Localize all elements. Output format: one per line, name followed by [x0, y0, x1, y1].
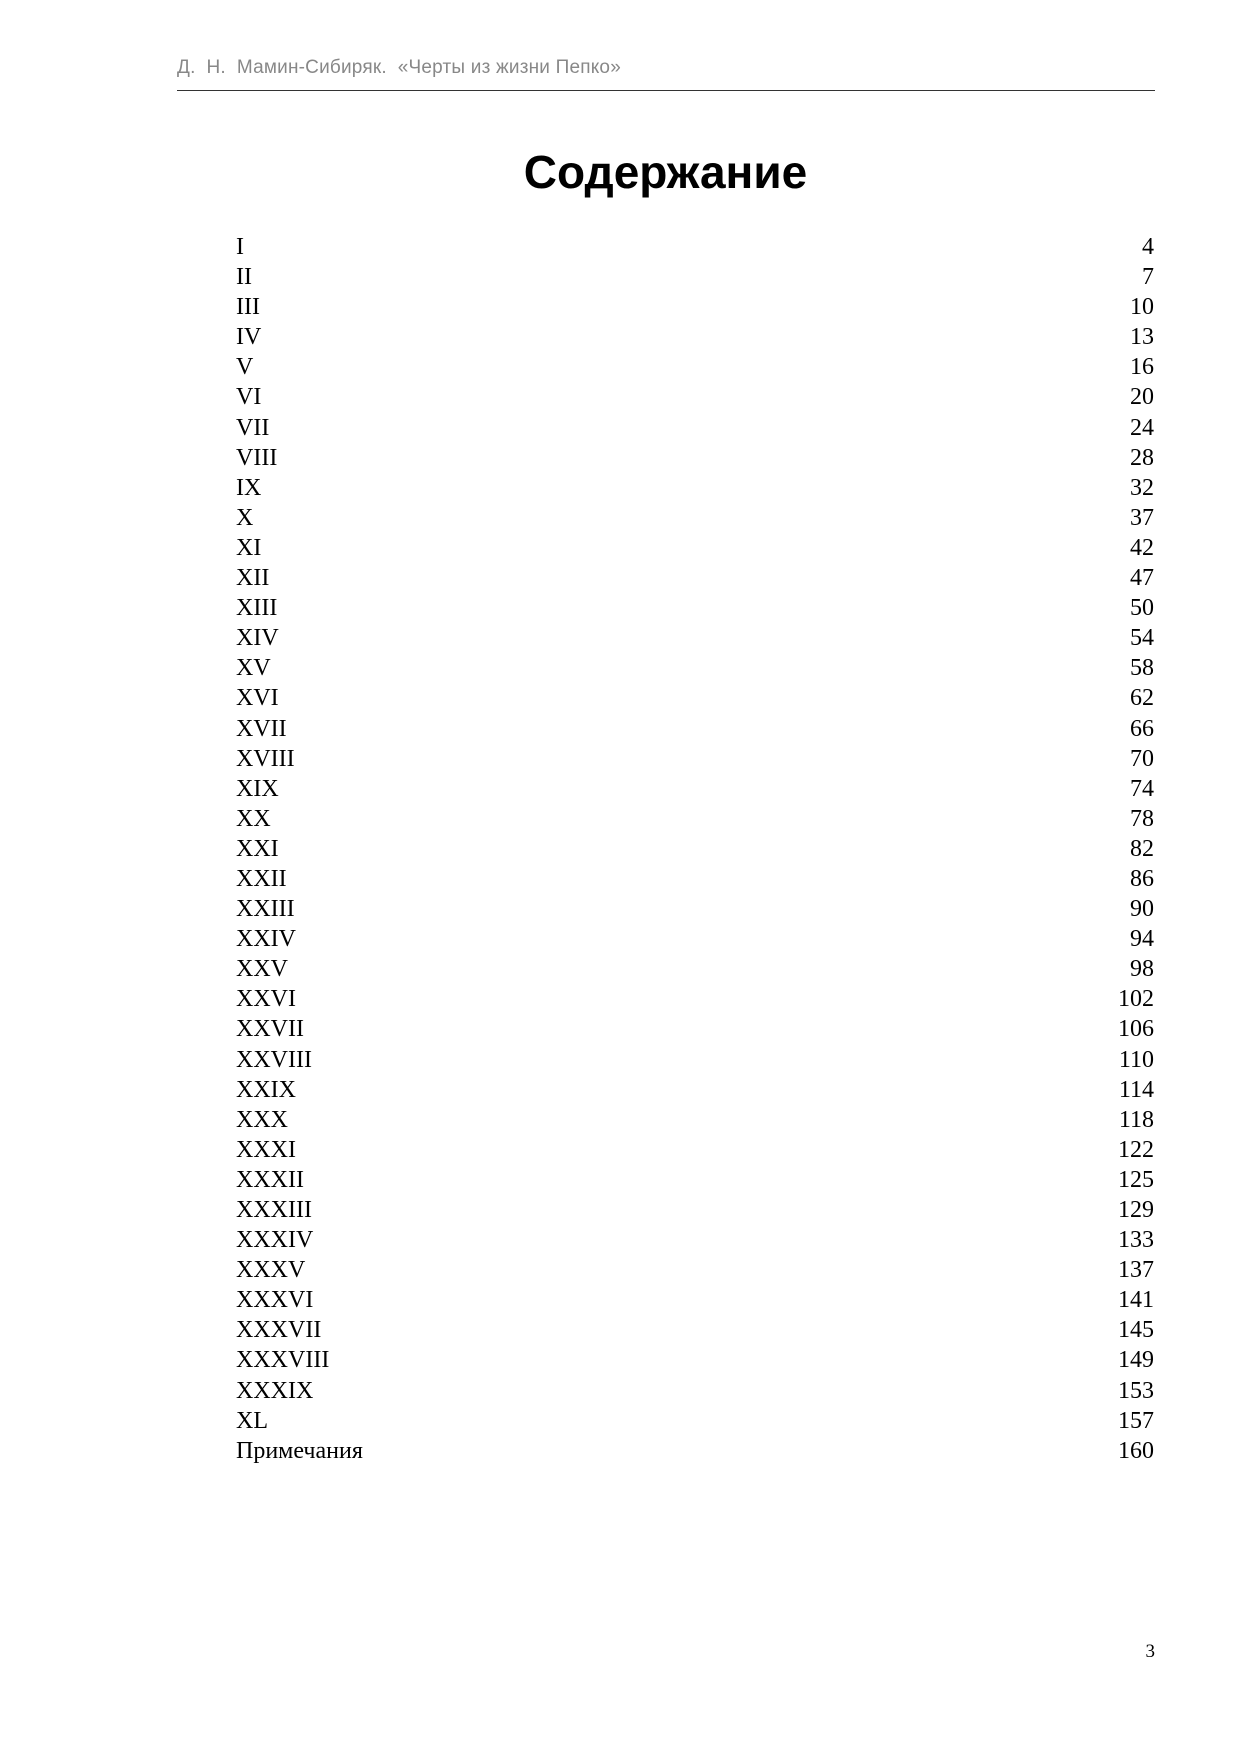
toc-entry-title: XL	[236, 1407, 268, 1434]
toc-entry-title: VI	[236, 384, 262, 411]
toc-entry[interactable]	[236, 262, 1154, 292]
toc-entry[interactable]	[236, 1014, 1154, 1044]
toc-entry-page: 157	[1118, 1407, 1154, 1434]
toc-entry[interactable]	[236, 714, 1154, 744]
toc-entry-page: 82	[1130, 835, 1154, 862]
toc-entry-page: 47	[1130, 565, 1154, 592]
toc-entry[interactable]	[236, 894, 1154, 924]
toc-entry[interactable]	[236, 292, 1154, 322]
toc-entry-title: VIII	[236, 444, 278, 471]
toc-entry[interactable]	[236, 473, 1154, 503]
toc-entry-page: 90	[1130, 896, 1154, 923]
toc-entry-page: 4	[1142, 234, 1154, 260]
toc-entry-title: XIV	[236, 625, 279, 652]
toc-entry[interactable]	[236, 1345, 1154, 1375]
toc-entry-title: X	[236, 504, 254, 531]
toc-entry[interactable]	[236, 593, 1154, 623]
toc-entry-title: XX	[236, 805, 271, 832]
toc-title: Содержание	[523, 146, 808, 198]
table-of-contents	[236, 232, 1154, 1466]
toc-entry[interactable]	[236, 413, 1154, 443]
toc-entry-title: XXXVI	[236, 1287, 314, 1314]
toc-entry[interactable]	[236, 683, 1154, 713]
toc-entry-title: V	[236, 354, 254, 381]
toc-entry[interactable]	[236, 804, 1154, 834]
toc-entry-page: 7	[1142, 264, 1154, 291]
toc-entry[interactable]	[236, 1225, 1154, 1255]
toc-entry-page: 145	[1118, 1317, 1154, 1344]
toc-entry-page: 118	[1118, 1106, 1154, 1133]
toc-entry-title: Примечания	[236, 1437, 363, 1464]
toc-entry-title: XI	[236, 534, 262, 561]
toc-entry-title: XXXI	[236, 1136, 296, 1163]
toc-entry[interactable]	[236, 834, 1154, 864]
toc-entry-page: 54	[1130, 625, 1154, 652]
toc-entry-title: VII	[236, 414, 270, 441]
toc-entry-page: 16	[1130, 354, 1154, 381]
toc-entry[interactable]	[236, 503, 1154, 533]
toc-entry-page: 137	[1118, 1257, 1154, 1284]
toc-entry-page: 94	[1130, 926, 1154, 953]
toc-entry[interactable]	[236, 774, 1154, 804]
toc-entry-page: 160	[1118, 1437, 1154, 1464]
toc-entry-title: XXXVIII	[236, 1347, 330, 1374]
page-number: 3	[1145, 1641, 1155, 1662]
toc-entry-page: 78	[1130, 805, 1154, 832]
toc-entry[interactable]	[236, 984, 1154, 1014]
toc-entry[interactable]	[236, 653, 1154, 683]
toc-entry[interactable]	[236, 1165, 1154, 1195]
toc-entry-title: XXXIII	[236, 1197, 312, 1223]
toc-entry-page: 28	[1130, 444, 1154, 471]
toc-entry-title: XIII	[236, 595, 278, 622]
toc-entry[interactable]	[236, 443, 1154, 473]
toc-entry-page: 58	[1130, 655, 1154, 682]
toc-entry[interactable]	[236, 1436, 1154, 1466]
toc-entry-title: XXI	[236, 835, 279, 862]
toc-entry-page: 153	[1118, 1377, 1154, 1404]
toc-entry-page: 66	[1130, 715, 1154, 742]
running-header	[177, 56, 1155, 91]
toc-entry-page: 106	[1118, 1016, 1154, 1043]
toc-entry[interactable]	[236, 382, 1154, 412]
toc-entry-title: XVI	[236, 685, 279, 712]
toc-entry-title: XXXIX	[236, 1377, 314, 1404]
toc-entry-title: XXX	[236, 1106, 288, 1133]
toc-entry[interactable]	[236, 1255, 1154, 1285]
toc-entry-page: 62	[1130, 685, 1154, 712]
toc-entry-title: IV	[236, 324, 262, 351]
toc-entry-title: XXVI	[236, 986, 296, 1013]
toc-entry[interactable]	[236, 1285, 1154, 1315]
toc-entry-page: 98	[1130, 956, 1154, 983]
toc-entry-page: 110	[1118, 1046, 1154, 1073]
toc-entry-page: 70	[1130, 745, 1154, 772]
toc-entry[interactable]	[236, 533, 1154, 563]
toc-entry-page: 149	[1118, 1347, 1154, 1374]
toc-entry[interactable]	[236, 1195, 1154, 1225]
toc-entry[interactable]	[236, 563, 1154, 593]
toc-entry-page: 141	[1118, 1287, 1154, 1314]
toc-entry-title: XXII	[236, 865, 287, 892]
toc-entry[interactable]	[236, 352, 1154, 382]
toc-entry-title: III	[236, 294, 260, 321]
toc-entry-title: XXV	[236, 956, 288, 983]
toc-entry-page: 133	[1118, 1227, 1154, 1254]
toc-entry[interactable]	[236, 864, 1154, 894]
toc-entry-page: 102	[1118, 986, 1154, 1013]
toc-entry-page: 10	[1130, 294, 1154, 321]
toc-entry[interactable]	[236, 1315, 1154, 1345]
toc-entry-title: XXIV	[236, 926, 296, 953]
toc-entry[interactable]	[236, 924, 1154, 954]
toc-entry-page: 37	[1130, 504, 1154, 531]
toc-entry-title: XV	[236, 655, 271, 682]
toc-entry[interactable]	[236, 232, 1154, 262]
toc-entry-title: XII	[236, 565, 270, 592]
toc-entry-page: 13	[1130, 324, 1154, 351]
toc-entry[interactable]	[236, 1406, 1154, 1436]
toc-entry-title: XXIII	[236, 896, 295, 923]
toc-entry[interactable]	[236, 1105, 1154, 1135]
toc-entry-title: XVII	[236, 715, 287, 742]
toc-entry-page: 125	[1118, 1166, 1154, 1193]
toc-entry[interactable]	[236, 1376, 1154, 1406]
toc-entry-title: II	[236, 264, 252, 291]
toc-entry-title: XIX	[236, 775, 279, 802]
toc-entry-title: XXVII	[236, 1016, 304, 1043]
toc-entry-title: XXXV	[236, 1257, 306, 1284]
toc-entry-title: XXVIII	[236, 1046, 312, 1073]
running-header-title: Д. Н. Мамин-Сибиряк. «Черты из жизни Пепко»	[177, 57, 621, 78]
toc-entry-title: XXXIV	[236, 1227, 314, 1254]
toc-entry-page: 32	[1130, 474, 1154, 501]
toc-entry-title: XXXII	[236, 1166, 304, 1193]
toc-entry[interactable]	[236, 954, 1154, 984]
toc-entry[interactable]	[236, 744, 1154, 774]
toc-entry-page: 20	[1130, 384, 1154, 411]
toc-entry-title: XXXVII	[236, 1317, 322, 1344]
toc-entry-page: 86	[1130, 865, 1154, 892]
toc-entry-page: 24	[1130, 414, 1154, 441]
toc-entry-page: 74	[1130, 775, 1154, 802]
toc-entry-page: 114	[1118, 1076, 1154, 1103]
toc-entry-title: IX	[236, 474, 262, 501]
toc-entry[interactable]	[236, 623, 1154, 653]
toc-entry-title: XVIII	[236, 745, 295, 772]
toc-entry[interactable]	[236, 1045, 1154, 1075]
toc-entry-page: 42	[1130, 534, 1154, 561]
toc-entry-page: 50	[1130, 595, 1154, 622]
toc-entry-page: 129	[1118, 1197, 1154, 1223]
toc-entry[interactable]	[236, 1075, 1154, 1105]
toc-entry-title: I	[236, 234, 244, 260]
toc-entry[interactable]	[236, 1135, 1154, 1165]
toc-entry[interactable]	[236, 322, 1154, 352]
toc-entry-page: 122	[1118, 1136, 1154, 1163]
toc-entry-title: XXIX	[236, 1076, 296, 1103]
